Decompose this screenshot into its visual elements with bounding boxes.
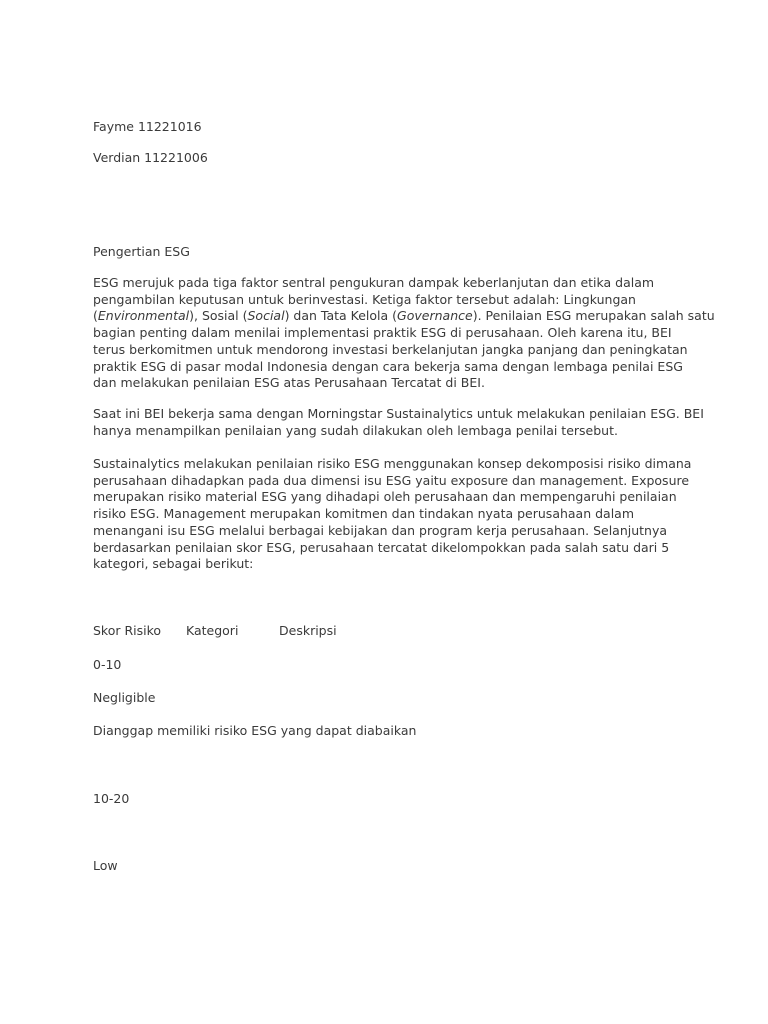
text-line: (Environmental), Sosial (Social) dan Tata Kelola (Governance). Penilaian ESG merupakan salah satu — [93, 308, 715, 324]
term-social: Social — [247, 308, 285, 324]
text-line: bagian penting dalam menilai implementasi praktik ESG di perusahaan. Oleh karena itu, BEI — [93, 325, 672, 341]
text-line: kategori, sebagai berikut: — [93, 556, 254, 572]
text-line: menangani isu ESG melalui berbagai kebijakan dan program kerja perusahaan. Selanjutnya — [93, 522, 668, 538]
text-line: Saat ini BEI bekerja sama dengan Morningstar Sustainalytics untuk melakukan penilaian ESG. BEI — [93, 406, 704, 421]
header-description: Deskripsi — [279, 623, 337, 638]
text-line: dan melakukan penilaian ESG atas Perusahaan Tercatat di BEI. — [93, 375, 485, 391]
text-line: risiko ESG. Management merupakan komitmen dan tindakan nyata perusahaan dalam — [93, 506, 635, 522]
table-cell-category: Low — [93, 858, 118, 873]
text-line: hanya menampilkan penilaian yang sudah dilakukan oleh lembaga penilai tersebut. — [93, 422, 618, 438]
table-cell-score: 0-10 — [93, 657, 122, 672]
text-line: perusahaan dihadapkan pada dua dimensi isu ESG yaitu exposure dan management. Exposure — [93, 472, 690, 488]
header-category: Kategori — [186, 623, 239, 638]
table-cell-description: Dianggap memiliki risiko ESG yang dapat diabaikan — [93, 723, 417, 738]
table-header — [93, 623, 678, 640]
text-line: Sustainalytics melakukan penilaian risiko ESG menggunakan konsep dekomposisi risiko dimana — [93, 456, 692, 471]
author-line: Verdian 11221006 — [93, 150, 208, 165]
section-title: Pengertian ESG — [93, 244, 190, 259]
text-line: ESG merujuk pada tiga faktor sentral pengukuran dampak keberlanjutan dan etika dalam — [93, 275, 655, 290]
text-line: merupakan risiko material ESG yang dihadapi oleh perusahaan dan mempengaruhi penilaian — [93, 489, 677, 505]
text-line: pengambilan keputusan untuk berinvestasi. Ketiga faktor tersebut adalah: Lingkungan — [93, 291, 636, 307]
text-line: berdasarkan penilaian skor ESG, perusahaan tercatat dikelompokkan pada salah satu dari 5 — [93, 539, 670, 555]
term-governance: Governance — [397, 308, 473, 324]
table-cell-category: Negligible — [93, 690, 156, 705]
text-line: terus berkomitmen untuk mendorong investasi berkelanjutan jangka panjang dan peningkatan — [93, 341, 688, 357]
paragraph-partnership — [93, 406, 704, 439]
header-score: Skor Risiko — [93, 623, 162, 638]
text-line: praktik ESG di pasar modal Indonesia dengan cara bekerja sama dengan lembaga penilai ESG — [93, 358, 683, 374]
author-line: Fayme 11221016 — [93, 119, 202, 134]
paragraph-methodology — [93, 456, 692, 573]
table-cell-score: 10-20 — [93, 791, 130, 806]
term-environmental: Environmental — [97, 308, 190, 324]
paragraph-definition — [93, 275, 715, 392]
